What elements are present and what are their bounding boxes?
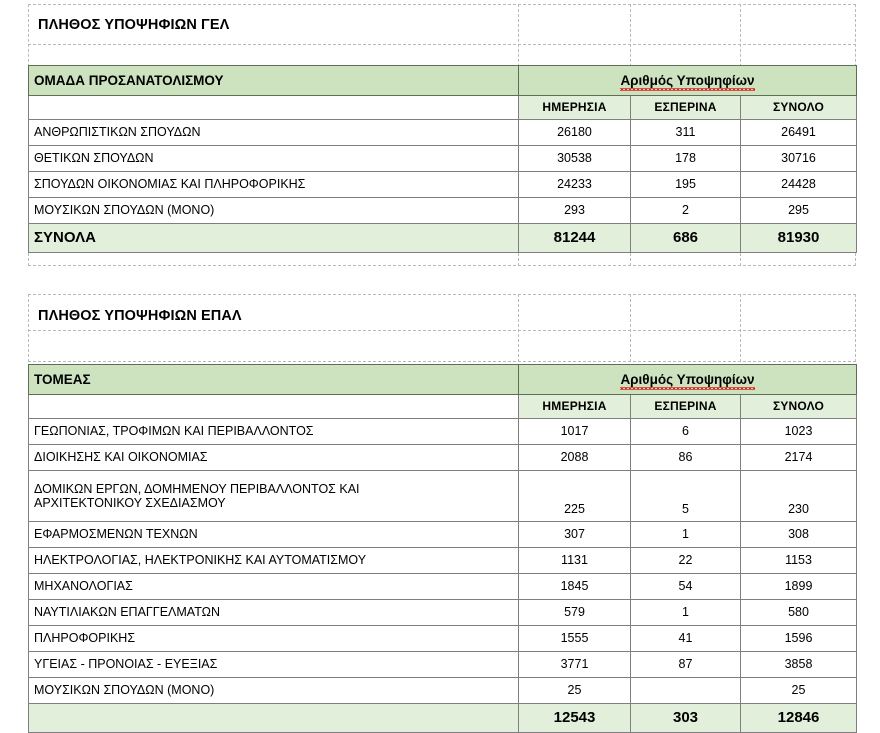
table-row — [29, 522, 857, 548]
totals-row — [29, 704, 857, 733]
row-evening: 22 — [631, 548, 741, 574]
row-evening: 178 — [631, 146, 741, 172]
row-evening: 2 — [631, 198, 741, 224]
table-row — [29, 600, 857, 626]
subheader-evening: ΕΣΠΕΡΙΝΑ — [631, 96, 741, 120]
row-label: ΗΛΕΚΤΡΟΛΟΓΙΑΣ, ΗΛΕΚΤΡΟΝΙΚΗΣ ΚΑΙ ΑΥΤΟΜΑΤΙΣΜΟΥ — [29, 548, 519, 574]
table-row — [29, 652, 857, 678]
table-row — [29, 445, 857, 471]
totals-label: ΣΥΝΟΛΑ — [29, 224, 519, 253]
group-header-text: Αριθμός Υποψηφίων — [620, 72, 755, 88]
row-day: 2088 — [519, 445, 631, 471]
row-total: 580 — [741, 600, 857, 626]
group-header-text: Αριθμός Υποψηφίων — [620, 371, 755, 387]
row-label: ΑΝΘΡΩΠΙΣΤΙΚΩΝ ΣΠΟΥΔΩΝ — [29, 120, 519, 146]
row-label: ΠΛΗΡΟΦΟΡΙΚΗΣ — [29, 626, 519, 652]
row-label: ΕΦΑΡΜΟΣΜΕΝΩΝ ΤΕΧΝΩΝ — [29, 522, 519, 548]
column-header-number-of-candidates — [519, 365, 857, 395]
row-day: 30538 — [519, 146, 631, 172]
row-label: ΓΕΩΠΟΝΙΑΣ, ΤΡΟΦΙΜΩΝ ΚΑΙ ΠΕΡΙΒΑΛΛΟΝΤΟΣ — [29, 419, 519, 445]
row-day: 1131 — [519, 548, 631, 574]
candidates-table-gel — [28, 65, 857, 253]
row-total: 1153 — [741, 548, 857, 574]
totals-total: 81930 — [741, 224, 857, 253]
table-header-row — [29, 365, 857, 395]
row-day: 293 — [519, 198, 631, 224]
row-evening: 1 — [631, 600, 741, 626]
totals-day: 81244 — [519, 224, 631, 253]
row-day: 1845 — [519, 574, 631, 600]
table-subheader-row — [29, 96, 857, 120]
row-day: 25 — [519, 678, 631, 704]
row-total: 295 — [741, 198, 857, 224]
column-header-number-of-candidates — [519, 66, 857, 96]
row-total: 30716 — [741, 146, 857, 172]
table-gel — [28, 65, 857, 253]
row-label: ΝΑΥΤΙΛΙΑΚΩΝ ΕΠΑΓΓΕΛΜΑΤΩΝ — [29, 600, 519, 626]
table-row — [29, 146, 857, 172]
totals-row — [29, 224, 857, 253]
subheader-total: ΣΥΝΟΛΟ — [741, 395, 857, 419]
row-evening — [631, 678, 741, 704]
row-label-line2: ΑΡΧΙΤΕΚΤΟΝΙΚΟΥ ΣΧΕΔΙΑΣΜΟΥ — [34, 496, 226, 510]
column-header-sector: ΤΟΜΕΑΣ — [29, 365, 519, 395]
table-subheader-row — [29, 395, 857, 419]
row-label — [29, 471, 519, 522]
row-evening: 6 — [631, 419, 741, 445]
row-day: 1017 — [519, 419, 631, 445]
row-evening: 1 — [631, 522, 741, 548]
table-row — [29, 548, 857, 574]
row-label-line1: ΔΟΜΙΚΩΝ ΕΡΓΩΝ, ΔΟΜΗΜΕΝΟΥ ΠΕΡΙΒΑΛΛΟΝΤΟΣ ΚΑΙ — [34, 481, 360, 496]
subheader-evening: ΕΣΠΕΡΙΝΑ — [631, 395, 741, 419]
row-day: 579 — [519, 600, 631, 626]
row-evening: 86 — [631, 445, 741, 471]
row-day: 225 — [519, 471, 631, 522]
row-day: 3771 — [519, 652, 631, 678]
subheader-blank-cell — [29, 96, 519, 120]
row-evening: 5 — [631, 471, 741, 522]
row-day: 26180 — [519, 120, 631, 146]
row-total: 26491 — [741, 120, 857, 146]
grid-lines-lower — [28, 294, 856, 362]
row-label: ΘΕΤΙΚΩΝ ΣΠΟΥΔΩΝ — [29, 146, 519, 172]
section-title-epal: ΠΛΗΘΟΣ ΥΠΟΨΗΦΙΩΝ ΕΠΑΛ — [38, 308, 242, 324]
row-day: 307 — [519, 522, 631, 548]
row-evening: 41 — [631, 626, 741, 652]
totals-day: 12543 — [519, 704, 631, 733]
table-row — [29, 198, 857, 224]
row-day: 1555 — [519, 626, 631, 652]
column-header-orientation-group: ΟΜΑΔΑ ΠΡΟΣΑΝΑΤΟΛΙΣΜΟΥ — [29, 66, 519, 96]
table-row — [29, 471, 857, 522]
subheader-blank-cell — [29, 395, 519, 419]
row-total: 1596 — [741, 626, 857, 652]
table-row — [29, 120, 857, 146]
row-total: 2174 — [741, 445, 857, 471]
row-total: 24428 — [741, 172, 857, 198]
row-label: ΣΠΟΥΔΩΝ ΟΙΚΟΝΟΜΙΑΣ ΚΑΙ ΠΛΗΡΟΦΟΡΙΚΗΣ — [29, 172, 519, 198]
row-total: 230 — [741, 471, 857, 522]
table-header-row — [29, 66, 857, 96]
row-evening: 87 — [631, 652, 741, 678]
totals-label — [29, 704, 519, 733]
row-label: ΔΙΟΙΚΗΣΗΣ ΚΑΙ ΟΙΚΟΝΟΜΙΑΣ — [29, 445, 519, 471]
row-total: 1899 — [741, 574, 857, 600]
row-label: ΜΗΧΑΝΟΛΟΓΙΑΣ — [29, 574, 519, 600]
row-evening: 54 — [631, 574, 741, 600]
subheader-total: ΣΥΝΟΛΟ — [741, 96, 857, 120]
candidates-table-epal — [28, 364, 857, 733]
table-epal — [28, 364, 857, 733]
totals-total: 12846 — [741, 704, 857, 733]
row-label: ΜΟΥΣΙΚΩΝ ΣΠΟΥΔΩΝ (ΜΟΝΟ) — [29, 198, 519, 224]
row-total: 25 — [741, 678, 857, 704]
subheader-day: ΗΜΕΡΗΣΙΑ — [519, 395, 631, 419]
table-row — [29, 574, 857, 600]
row-evening: 195 — [631, 172, 741, 198]
row-label: ΥΓΕΙΑΣ - ΠΡΟΝΟΙΑΣ - ΕΥΕΞΙΑΣ — [29, 652, 519, 678]
table-row — [29, 172, 857, 198]
row-total: 3858 — [741, 652, 857, 678]
row-total: 308 — [741, 522, 857, 548]
row-evening: 311 — [631, 120, 741, 146]
row-day: 24233 — [519, 172, 631, 198]
table-row — [29, 626, 857, 652]
row-total: 1023 — [741, 419, 857, 445]
totals-evening: 686 — [631, 224, 741, 253]
row-label: ΜΟΥΣΙΚΩΝ ΣΠΟΥΔΩΝ (ΜΟΝΟ) — [29, 678, 519, 704]
totals-evening: 303 — [631, 704, 741, 733]
section-title-gel: ΠΛΗΘΟΣ ΥΠΟΨΗΦΙΩΝ ΓΕΛ — [38, 17, 230, 33]
table-row — [29, 419, 857, 445]
table-row — [29, 678, 857, 704]
subheader-day: ΗΜΕΡΗΣΙΑ — [519, 96, 631, 120]
